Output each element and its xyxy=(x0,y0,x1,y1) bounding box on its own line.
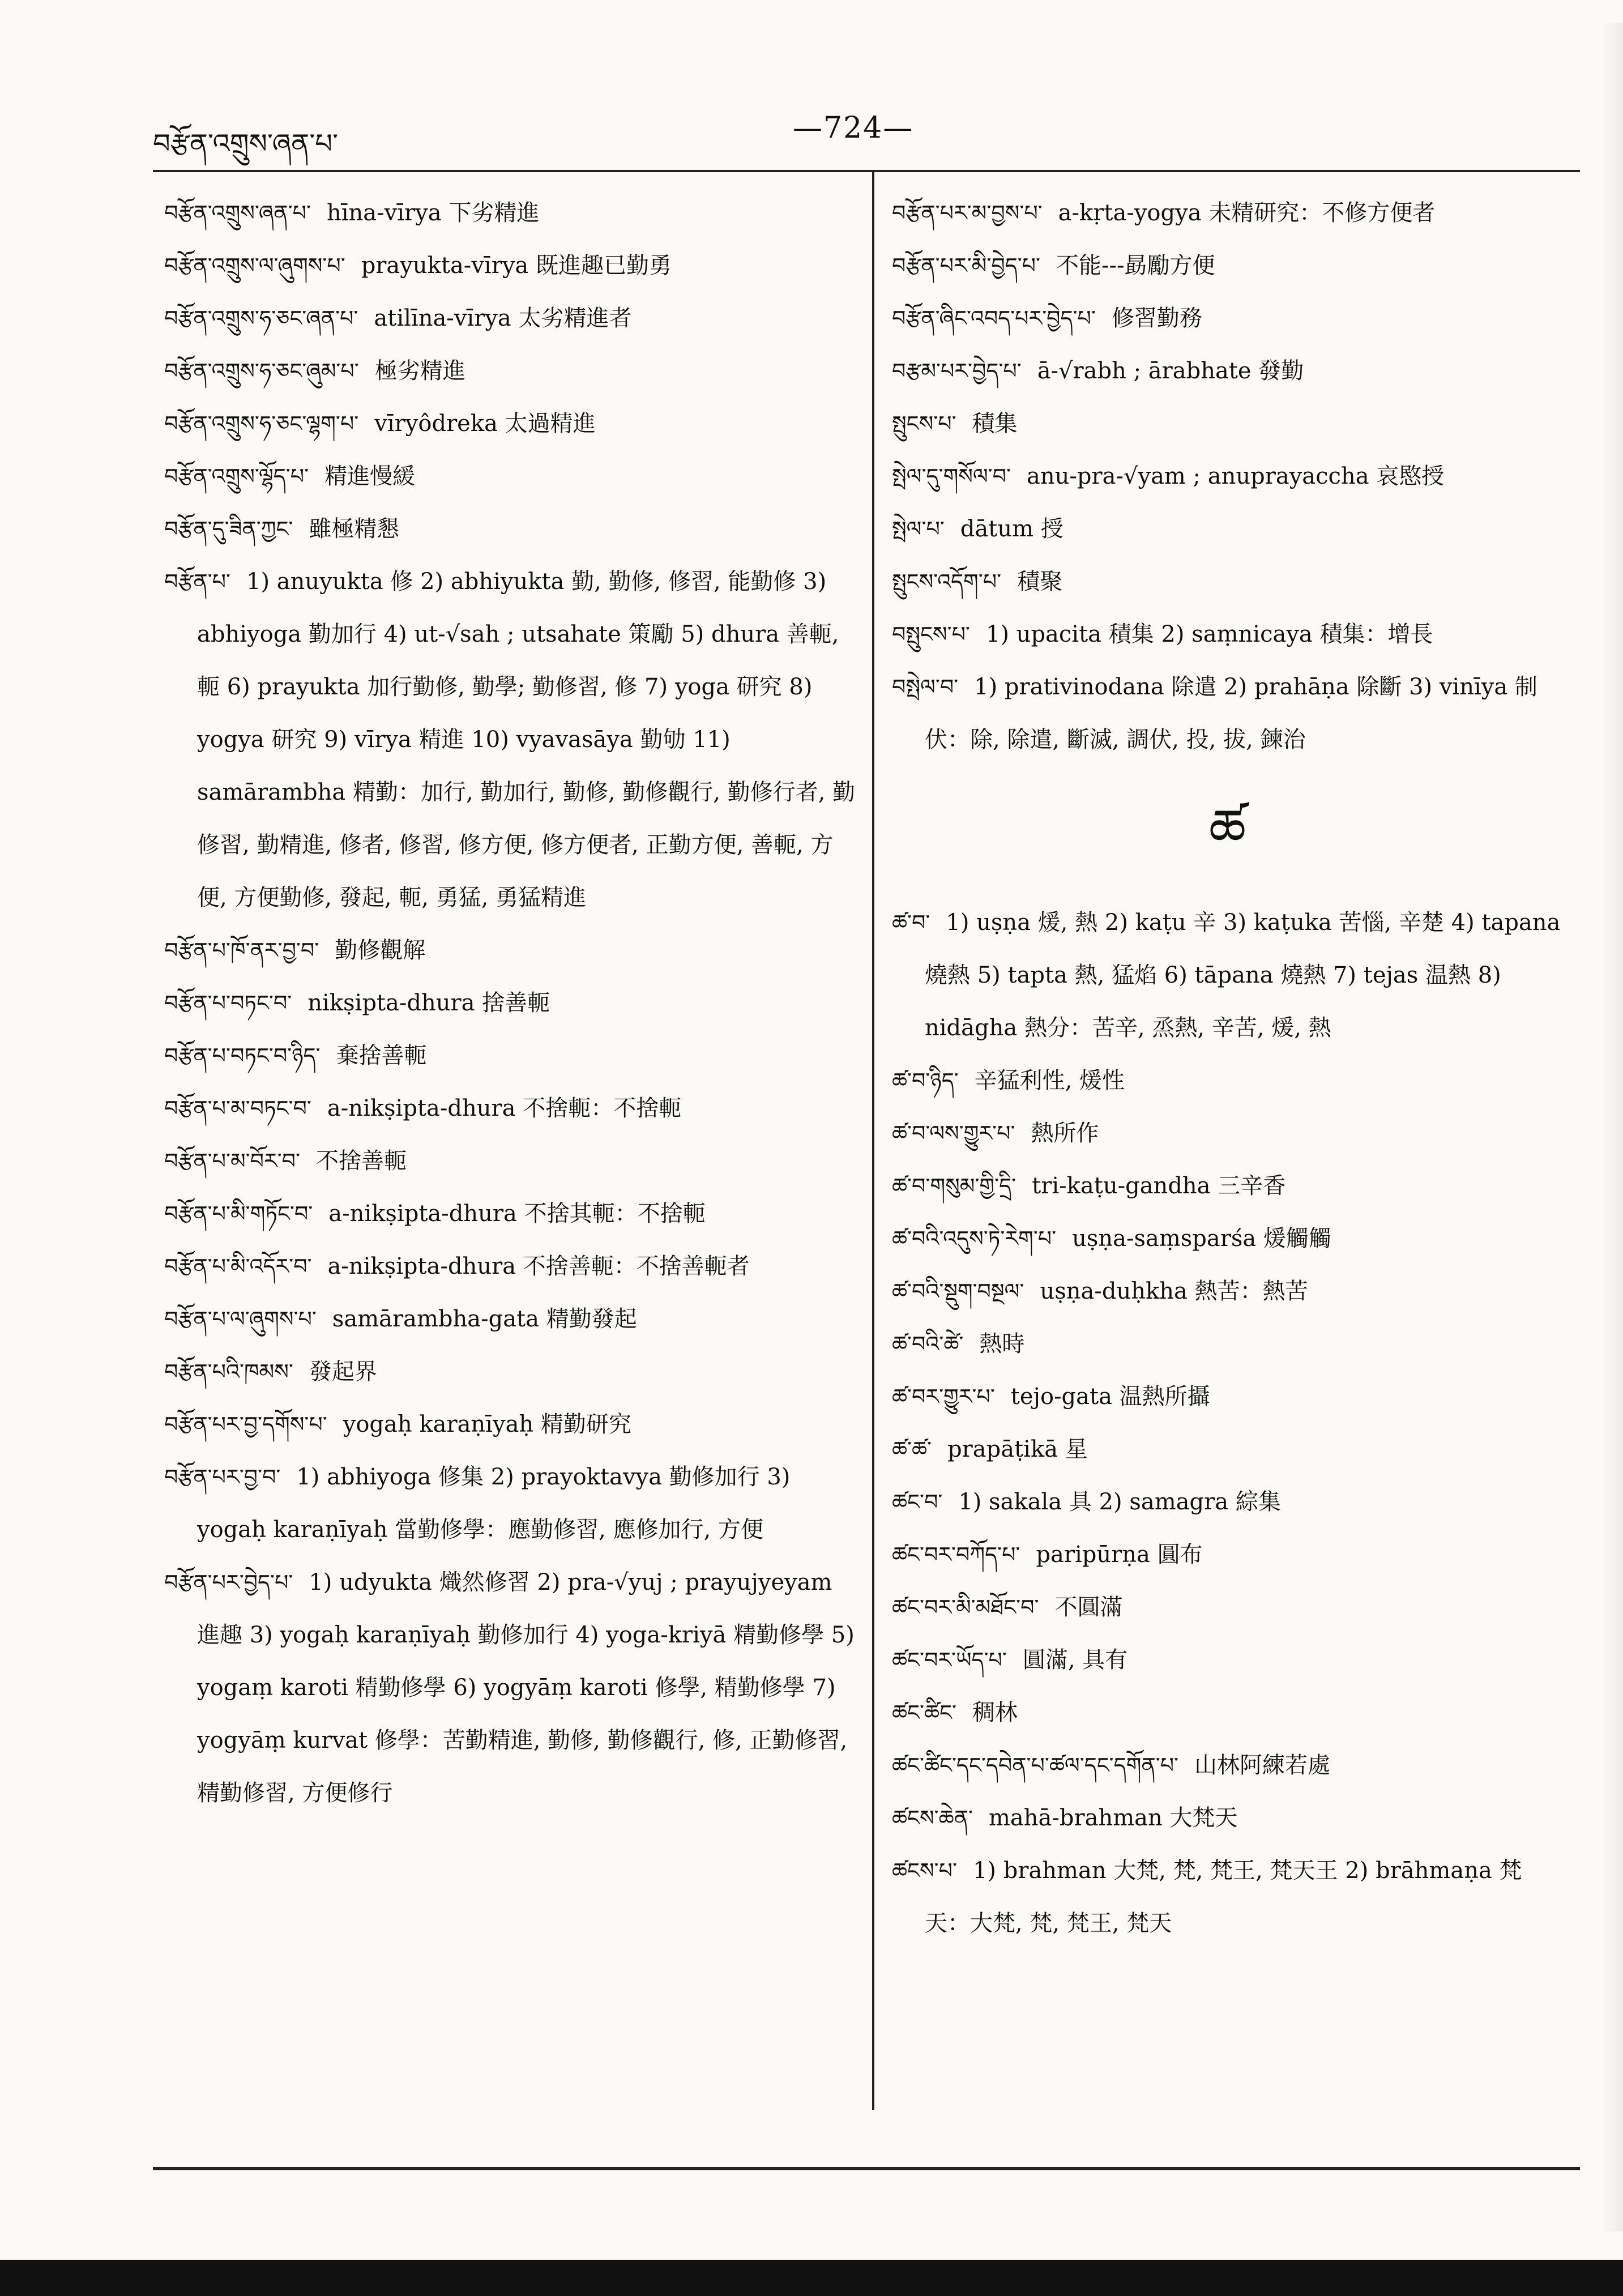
entry-headword: སྤུངས་པ་ xyxy=(892,411,956,436)
dictionary-entry xyxy=(892,1055,1563,1107)
dictionary-entry xyxy=(164,1556,858,1820)
dictionary-entry xyxy=(164,1188,858,1240)
entry-definition: prapāṭikā 星 xyxy=(947,1436,1088,1462)
dictionary-entry xyxy=(164,240,858,292)
dictionary-entry xyxy=(892,1318,1563,1371)
entry-definition: 勤修觀解 xyxy=(335,937,426,963)
entry-definition: 1) anuyukta 修 2) abhiyukta 勤, 勤修, 修習, 能勤修 3) abhiyoga 勤加行 4) ut-√sah ; utsahate 策勵 5) dhura 善軛, 軛 6) prayukta 加行勤修, 勤學; 勤修習, 修 7) yoga 研究 8) yogya 研究 9) vīrya 精進 10) vyavasāya 勤劬 11) samārambha 精勤：加行, 勤加行, 勤修, 勤修觀行, 勤修行者, 勤修習, 勤精進, 修者, 修習, 修方便, 修方便者, 正勤方便, 善軛, 方便, 方便勤修, 發起, 軛, 勇猛, 勇猛精進 xyxy=(197,569,856,911)
entry-definition: 稠林 xyxy=(972,1700,1018,1726)
entry-definition: ā-√rabh ; ārabhate 發勤 xyxy=(1037,358,1304,384)
entry-definition: 精進慢緩 xyxy=(324,463,416,489)
dictionary-entry xyxy=(892,1845,1563,1950)
dictionary-entry xyxy=(164,1082,858,1135)
entry-headword: ཚང་བ་ xyxy=(892,1490,943,1514)
entry-headword: བརྩོན་འགྲུས་ཧ་ཅང་ཞུམ་པ་ xyxy=(164,359,359,383)
entry-headword: བརྩོན་འགྲུས་ལ་ཞུགས་པ་ xyxy=(164,253,345,278)
entry-headword: ཚ་བར་གྱུར་པ་ xyxy=(892,1384,995,1409)
entry-definition: 熱時 xyxy=(979,1331,1025,1357)
entry-definition: 棄捨善軛 xyxy=(336,1043,427,1069)
entry-definition: dātum 授 xyxy=(960,516,1064,542)
entry-headword: བརྩོན་འགྲུས་ལྷོད་པ་ xyxy=(164,464,309,489)
entry-definition: a-nikṣipta-dhura 不捨軛：不捨軛 xyxy=(327,1095,682,1121)
running-head: བརྩོན་འགྲུས་ཞན་པ་ xyxy=(153,128,339,160)
entry-definition: mahā-brahman 大梵天 xyxy=(989,1805,1238,1831)
dictionary-entry xyxy=(164,556,858,924)
page-number: —724— xyxy=(793,111,914,145)
entry-definition: a-nikṣipta-dhura 不捨善軛：不捨善軛者 xyxy=(327,1253,750,1279)
entry-definition: uṣṇa-duḥkha 熱苦：熱苦 xyxy=(1040,1278,1308,1304)
dictionary-entry xyxy=(892,1371,1563,1423)
entry-definition: tejo-gata 温熱所攝 xyxy=(1010,1384,1210,1410)
entry-headword: ཚ་བའི་ཚེ་ xyxy=(892,1331,964,1356)
dictionary-entry xyxy=(892,1687,1563,1739)
dictionary-entry xyxy=(164,977,858,1030)
entry-headword: བརྩོན་འགྲུས་ཧ་ཅང་ཞན་པ་ xyxy=(164,306,358,331)
entry-definition: 1) uṣṇa 煖, 熱 2) kaṭu 辛 3) kaṭuka 苦惱, 辛楚 4) tapana 燒熱 5) tapta 熱, 猛焰 6) tāpana 燒熱 7) tejas 温熱 8) nidāgha 熱分：苦辛, 烝熱, 辛苦, 煖, 熱 xyxy=(925,910,1561,1041)
entry-headword: ཚ་བ་གསུམ་གྱི་དྲི་ xyxy=(892,1173,1016,1198)
entry-definition: atilīna-vīrya 太劣精進者 xyxy=(374,305,632,331)
dictionary-entry xyxy=(892,240,1563,292)
scan-footer-band xyxy=(0,2260,1623,2296)
entry-definition: 1) sakala 具 2) samagra 綜集 xyxy=(958,1489,1281,1515)
entry-headword: ཚ་ཚ་ xyxy=(892,1437,932,1462)
entry-definition: nikṣipta-dhura 捨善軛 xyxy=(307,990,550,1016)
dictionary-entry xyxy=(892,556,1563,608)
entry-definition: 不圓滿 xyxy=(1054,1594,1123,1620)
bottom-rule xyxy=(153,2167,1580,2170)
entry-definition: anu-pra-√yam ; anuprayaccha 哀愍授 xyxy=(1027,463,1445,489)
dictionary-entry xyxy=(164,1240,858,1293)
entry-headword: བརྩོན་ཞིང་འབད་པར་བྱེད་པ་ xyxy=(892,306,1096,331)
entry-headword: བརྩོན་པ་མི་འདོར་བ་ xyxy=(164,1254,312,1279)
entry-headword: བརྩོན་པ་མི་གཏོང་བ་ xyxy=(164,1201,313,1226)
entry-definition: 積聚 xyxy=(1017,569,1063,595)
entry-definition: 修習勤務 xyxy=(1111,305,1202,331)
entry-headword: ཚངས་པ་ xyxy=(892,1858,957,1883)
entry-headword: བརྩོན་པ་མ་བཏང་བ་ xyxy=(164,1096,311,1121)
dictionary-entry xyxy=(892,1265,1563,1318)
entry-headword: ཚངས་ཆེན་ xyxy=(892,1806,973,1830)
entry-headword: བརྩོན་པར་བྱ་བ་ xyxy=(164,1465,281,1490)
entry-definition: 圓滿, 具有 xyxy=(1022,1647,1128,1673)
dictionary-entry xyxy=(892,1423,1563,1476)
entry-definition: uṣṇa-saṃsparśa 煖觸觸 xyxy=(1072,1226,1331,1252)
entry-definition: 雖極精懇 xyxy=(309,516,400,542)
entry-headword: ཚ་བ་ xyxy=(892,910,930,935)
dictionary-entry xyxy=(164,345,858,398)
entry-definition: samārambha-gata 精勤發起 xyxy=(332,1306,637,1332)
entry-headword: བརྩམ་པར་བྱེད་པ་ xyxy=(892,359,1022,383)
entry-headword: ཚང་བར་མི་མཐོང་བ་ xyxy=(892,1595,1039,1620)
entry-headword: བརྩོན་པ་ཁོ་ནར་བྱ་བ་ xyxy=(164,938,319,963)
entry-headword: ཚ་བ་ལས་གྱུར་པ་ xyxy=(892,1121,1015,1146)
dictionary-entry xyxy=(892,1476,1563,1529)
entry-headword: སྤུངས་འདོག་པ་ xyxy=(892,569,1002,594)
entry-definition: a-kṛta-yogya 未精研究：不修方便者 xyxy=(1058,200,1436,226)
scan-edge-shadow xyxy=(1600,23,1623,2231)
entry-headword: ཚ་བའི་སྡུག་བསྔལ་ xyxy=(892,1279,1024,1304)
dictionary-entry xyxy=(164,187,858,240)
dictionary-entry xyxy=(892,1792,1563,1845)
dictionary-entry xyxy=(164,292,858,345)
entry-definition: 1) udyukta 熾然修習 2) pra-√yuj ; prayujyeyam 進趣 3) yogaḥ karaṇīyaḥ 勤修加行 4) yoga-kriyā 精勤修學 5) yogaṃ karoti 精勤修學 6) yogyāṃ karoti 修學, 精勤修學 7) yogyāṃ kurvat 修學：苦勤精進, 勤修, 勤修觀行, 修, 正勤修習, 精勤修習, 方便修行 xyxy=(197,1569,855,1806)
entry-headword: སྤེལ་པ་ xyxy=(892,517,945,541)
entry-headword: བརྩོན་འགྲུས་ཞན་པ་ xyxy=(164,200,311,225)
dictionary-entry xyxy=(164,1451,858,1556)
dictionary-entry xyxy=(892,1529,1563,1581)
entry-headword: བསྤུངས་པ་ xyxy=(892,622,970,647)
entry-definition: 1) prativinodana 除遣 2) prahāṇa 除斷 3) vinīya 制伏：除, 除遣, 斷滅, 調伏, 投, 拔, 鍊治 xyxy=(925,674,1537,753)
entry-headword: བརྩོན་འགྲུས་ཧ་ཅང་ལྷག་པ་ xyxy=(164,411,359,436)
right-column-bottom xyxy=(892,897,1563,1950)
dictionary-entry xyxy=(892,1107,1563,1160)
entry-definition: 積集 xyxy=(972,411,1018,437)
entry-headword: བརྩོན་པའི་ཁམས་ xyxy=(164,1359,293,1384)
dictionary-entry xyxy=(164,398,858,450)
entry-definition: 1) abhiyoga 修集 2) prayoktavya 勤修加行 3) yogaḥ karaṇīyaḥ 當勤修學：應勤修習, 應修加行, 方便 xyxy=(197,1464,791,1543)
entry-definition: 1) upacita 積集 2) saṃnicaya 積集：增長 xyxy=(985,621,1433,647)
entry-headword: ཚང་ཚིང་ xyxy=(892,1700,956,1725)
entry-headword: བརྩོན་པ་བཏང་བ་ xyxy=(164,991,292,1015)
entry-definition: 辛猛利性, 煖性 xyxy=(974,1068,1125,1094)
dictionary-entry xyxy=(164,924,858,977)
entry-headword: བརྩོན་པ་བཏང་བ་ཉིད་ xyxy=(164,1043,321,1068)
entry-definition: 熱所作 xyxy=(1031,1120,1099,1146)
dictionary-entry xyxy=(164,1030,858,1082)
entry-definition: tri-kaṭu-gandha 三辛香 xyxy=(1032,1173,1286,1199)
dictionary-entry xyxy=(892,897,1563,1055)
dictionary-entry xyxy=(892,450,1563,503)
entry-definition: 不能---勗勵方便 xyxy=(1056,253,1215,279)
entry-headword: བརྩོན་པར་མི་བྱེད་པ་ xyxy=(892,253,1041,278)
dictionary-entry xyxy=(892,398,1563,450)
dictionary-entry xyxy=(892,1634,1563,1687)
entry-headword: བརྩོན་པར་བྱེད་པ་ xyxy=(164,1570,293,1595)
entry-headword: བརྩོན་པ་ལ་ཞུགས་པ་ xyxy=(164,1307,317,1331)
entry-headword: བརྩོན་པ་མ་བོར་བ་ xyxy=(164,1149,301,1173)
entry-definition: a-nikṣipta-dhura 不捨其軛：不捨軛 xyxy=(328,1201,706,1227)
entry-headword: ཚ་བ་ཉིད་ xyxy=(892,1068,959,1093)
entry-definition: 山林阿練若處 xyxy=(1194,1752,1331,1778)
dictionary-entry xyxy=(892,608,1563,661)
dictionary-entry xyxy=(892,1213,1563,1265)
dictionary-entry xyxy=(892,345,1563,398)
section-letter: ཚ xyxy=(1208,798,1246,859)
entry-headword: བརྩོན་པར་མ་བྱས་པ་ xyxy=(892,200,1043,225)
right-column xyxy=(892,187,1563,1950)
dictionary-entry xyxy=(892,1581,1563,1634)
entry-headword: བརྩོན་དུ་ཟིན་ཀྱང་ xyxy=(164,517,293,541)
entry-headword: སྤེལ་དུ་གསོལ་བ་ xyxy=(892,464,1011,489)
left-column xyxy=(164,187,858,1820)
dictionary-entry xyxy=(892,1739,1563,1792)
entry-headword: ཚང་བར་བཀོད་པ་ xyxy=(892,1542,1020,1567)
entry-headword: ཚ་བའི་འདུས་ཏེ་རེག་པ་ xyxy=(892,1226,1057,1251)
column-divider xyxy=(872,170,874,2110)
entry-definition: vīryôdreka 太過精進 xyxy=(374,411,596,437)
dictionary-entry xyxy=(164,450,858,503)
entry-definition: 發起界 xyxy=(309,1359,377,1385)
dictionary-entry xyxy=(164,1293,858,1346)
entry-headword: བསྤེལ་བ་ xyxy=(892,675,959,699)
entry-definition: yogaḥ karaṇīyaḥ 精勤研究 xyxy=(343,1411,631,1437)
top-rule xyxy=(153,170,1580,172)
dictionary-entry xyxy=(892,1160,1563,1213)
entry-definition: 1) brahman 大梵, 梵, 梵王, 梵天王 2) brāhmaṇa 梵天：大梵, 梵, 梵王, 梵天 xyxy=(925,1858,1522,1936)
dictionary-entry xyxy=(164,503,858,556)
entry-definition: 不捨善軛 xyxy=(316,1148,407,1174)
entry-headword: ཚང་ཚིང་དང་དབེན་པ་ཚལ་དང་དགོན་པ་ xyxy=(892,1753,1179,1778)
entry-headword: བརྩོན་པ་ xyxy=(164,569,231,594)
dictionary-entry xyxy=(164,1135,858,1188)
right-column-top xyxy=(892,187,1563,766)
entry-headword: བརྩོན་པར་བྱ་དགོས་པ་ xyxy=(164,1412,327,1437)
entry-definition: hīna-vīrya 下劣精進 xyxy=(326,200,540,226)
dictionary-entry xyxy=(164,1346,858,1398)
dictionary-entry xyxy=(892,661,1563,766)
dictionary-entry xyxy=(164,1398,858,1451)
dictionary-entry xyxy=(892,503,1563,556)
entry-definition: prayukta-vīrya 既進趣已勤勇 xyxy=(361,253,672,279)
dictionary-entry xyxy=(892,187,1563,240)
dictionary-entry xyxy=(892,292,1563,345)
entry-definition: 極劣精進 xyxy=(374,358,465,384)
entry-headword: ཚང་བར་ཡོད་པ་ xyxy=(892,1648,1007,1672)
entry-definition: paripūrṇa 圓布 xyxy=(1036,1542,1203,1568)
